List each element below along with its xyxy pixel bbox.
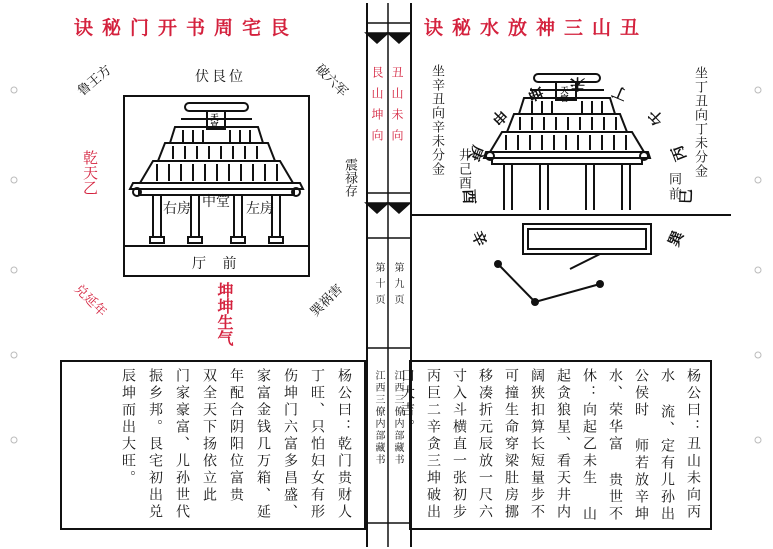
right-para-line: 寸入斗横直一张初步	[451, 368, 467, 521]
left-para-line: 振乡邦。艮宅初出兑	[147, 368, 163, 521]
arc-char: 酉	[459, 188, 479, 205]
spine-left-page-no: 第十页	[373, 262, 384, 310]
arc-char: 辛	[467, 227, 491, 249]
label-right: 震禄存	[342, 158, 357, 197]
spine-right-page-no: 第九页	[392, 262, 403, 310]
label-top: 伏艮位	[195, 69, 246, 85]
spine-right-footer: 江西三僚内部藏书	[392, 370, 403, 466]
arc-char: 庚	[465, 143, 488, 164]
right-para-line: 丙巨二辛贪三坤破出	[425, 368, 441, 521]
right-para-line: 贵世不休：向起乙未生	[581, 368, 623, 523]
right-col-3: 井己酉	[456, 148, 471, 190]
arc-char: 丙	[667, 143, 690, 164]
left-para-line: 年配合阴阳位富贵	[228, 368, 244, 504]
room-left: 右房	[163, 201, 191, 217]
right-col-4: 坐辛丑向辛未分金	[429, 64, 444, 176]
right-para-line: 山起贪狼星、看天井内	[555, 368, 597, 523]
left-para-line: 家富金钱几万箱、延	[255, 368, 271, 521]
left-para-line: 丁旺、只怕妇女有形	[309, 368, 325, 521]
left-para-line: 伤坤门六富多昌盛、	[282, 368, 298, 521]
right-para-line: 口大吉。	[399, 368, 415, 436]
right-para-line: 可撞生命穿梁肚房挪	[503, 368, 519, 521]
label-upper-right: 破六军	[311, 61, 351, 101]
spine-right-top: 丑山未向	[390, 66, 404, 150]
right-col-2: 同前	[666, 172, 681, 202]
arc-char: 巽	[664, 227, 688, 249]
right-para-line: 阔狭扣算长短量步不	[529, 368, 545, 521]
right-para-line: 师若放辛坤水、荣华富	[607, 368, 649, 523]
label-lower-left: 兑延年	[70, 281, 110, 321]
label-top-left: 鲁王方	[75, 62, 115, 100]
left-para-line: 辰坤而出大旺。	[120, 368, 136, 487]
arc-char: 巳	[676, 188, 696, 205]
left-page-title: 诀秘门开书周宅艮	[74, 17, 299, 39]
right-page-title: 诀秘水放神三山丑	[424, 17, 649, 39]
arc-char: 申	[487, 105, 512, 129]
spine-left-footer: 江西三僚内部藏书	[373, 370, 384, 466]
arc-char: 未	[570, 75, 586, 93]
left-para-line: 双全天下扬依立此	[201, 368, 217, 504]
label-lower-right: 巽祸害	[307, 281, 347, 321]
spine-left-top: 艮山坤向	[370, 66, 384, 150]
room-center: 中堂	[202, 194, 230, 210]
right-para-line: 流、定有儿孙出公侯时	[633, 368, 675, 523]
arc-char: 丁	[609, 81, 631, 104]
right-temple-plaque: 天官	[560, 86, 569, 102]
arc-char: 午	[643, 105, 668, 129]
label-left: 乾天乙	[81, 150, 99, 195]
right-para-line: 杨公曰：丑山未向丙水	[659, 368, 701, 521]
room-right: 左房	[246, 201, 274, 217]
label-bottom: 坤坤生气	[215, 282, 234, 346]
hall-label: 厅 前	[192, 256, 243, 272]
right-para-line: 移凑折元辰放一尺六	[477, 368, 493, 521]
left-para-line: 门家豪富、儿孙世代	[174, 368, 190, 521]
arc-char: 坤	[524, 81, 546, 104]
left-para-line: 杨公曰：乾门贵财人	[336, 368, 352, 521]
left-temple-plaque: 天官	[210, 113, 219, 129]
right-col-1: 坐丁丑向丁未分金	[692, 66, 707, 178]
